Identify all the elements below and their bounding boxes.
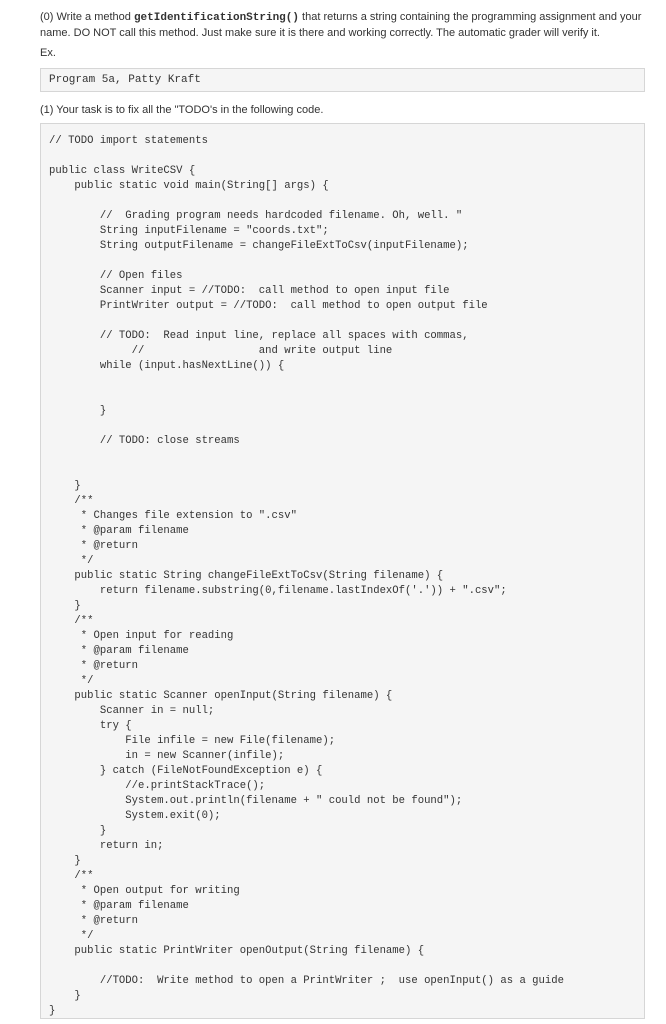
code-line: } (49, 855, 81, 867)
code-line: } (49, 990, 81, 1002)
code-line: * @param filename (49, 900, 189, 912)
code-line: System.exit(0); (49, 810, 221, 822)
code-line: /** (49, 870, 94, 882)
code-line: System.out.println(filename + " could not be found"); (49, 795, 463, 807)
code-line: return in; (49, 840, 164, 852)
code-line: // TODO: Read input line, replace all spaces with commas, (49, 330, 469, 342)
code-line: } catch (FileNotFoundException e) { (49, 765, 323, 777)
code-line: //TODO: Write method to open a PrintWriter ; use openInput() as a guide (49, 975, 564, 987)
code-block (40, 123, 645, 1019)
code-line: // Open files (49, 270, 183, 282)
code-line: } (49, 480, 81, 492)
code-line: public class WriteCSV { (49, 165, 196, 177)
code-line: * @return (49, 660, 139, 672)
code-line: PrintWriter output = //TODO: call method to open output file (49, 300, 488, 312)
task-paragraph: (1) Your task is to fix all the "TODO's in the following code. (40, 104, 324, 116)
code-line: // Grading program needs hardcoded filename. Oh, well. " (49, 210, 463, 222)
code-line: String inputFilename = "coords.txt"; (49, 225, 329, 237)
code-line: */ (49, 930, 94, 942)
code-line: } (49, 825, 107, 837)
code-line: /** (49, 615, 94, 627)
code-line: */ (49, 555, 94, 567)
code-line: public static String changeFileExtToCsv(String filename) { (49, 570, 444, 582)
code-line: } (49, 1005, 56, 1017)
code-line: } (49, 405, 107, 417)
code-line: */ (49, 675, 94, 687)
code-line: public static PrintWriter openOutput(String filename) { (49, 945, 425, 957)
code-line: File infile = new File(filename); (49, 735, 336, 747)
code-line: // TODO: close streams (49, 435, 240, 447)
intro-prefix: (0) Write a method (40, 11, 134, 23)
code-line: Scanner in = null; (49, 705, 215, 717)
code-line: Scanner input = //TODO: call method to open input file (49, 285, 450, 297)
code-line: * Open input for reading (49, 630, 234, 642)
code-line: try { (49, 720, 132, 732)
code-line: * @param filename (49, 645, 189, 657)
example-label: Ex. (40, 47, 56, 59)
code-line: /** (49, 495, 94, 507)
code-line: public static void main(String[] args) { (49, 180, 329, 192)
code-line: * Open output for writing (49, 885, 240, 897)
code-line: //e.printStackTrace(); (49, 780, 266, 792)
example-text: Program 5a, Patty Kraft (49, 74, 201, 86)
code-line: * @param filename (49, 525, 189, 537)
intro-paragraph (40, 10, 650, 41)
code-line: in = new Scanner(infile); (49, 750, 285, 762)
code-line: // TODO import statements (49, 135, 208, 147)
code-line: * Changes file extension to ".csv" (49, 510, 297, 522)
code-line: while (input.hasNextLine()) { (49, 360, 285, 372)
method-name: getIdentificationString() (133, 12, 299, 24)
code-line: return filename.substring(0,filename.lastIndexOf('.')) + ".csv"; (49, 585, 507, 597)
code-line: String outputFilename = changeFileExtToCsv(inputFilename); (49, 240, 469, 252)
code-line: // and write output line (49, 345, 393, 357)
code-line: } (49, 600, 81, 612)
code-line: public static Scanner openInput(String filename) { (49, 690, 393, 702)
code-line: * @return (49, 915, 139, 927)
example-box (40, 68, 645, 92)
code-line: * @return (49, 540, 139, 552)
intro-suffix: that returns a string containing the programming assignment and your name. DO NOT call this method. Just make sure it is there and working correctly. The automatic grader will verify it. (40, 11, 642, 39)
